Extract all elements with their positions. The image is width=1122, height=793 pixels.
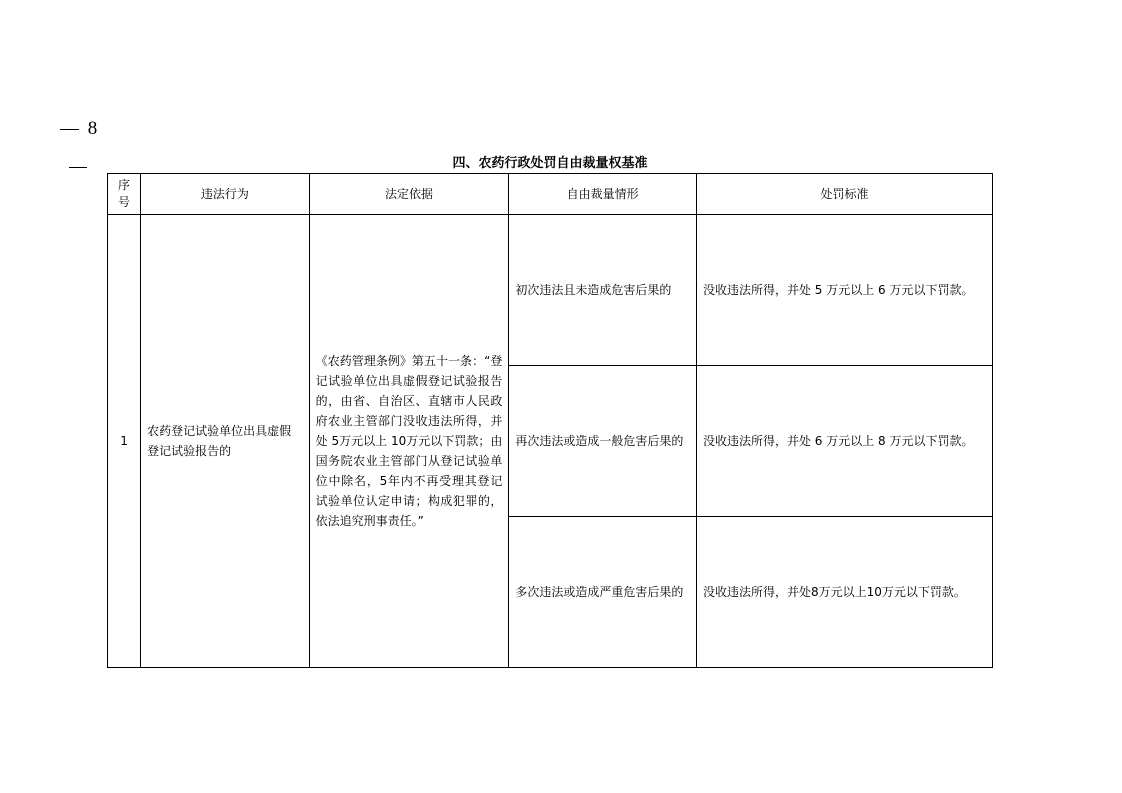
row-standard-first: 没收违法所得，并处 5 万元以上 6 万元以下罚款。 [696, 215, 992, 366]
row-situation-third: 多次违法或造成严重危害后果的 [509, 517, 697, 668]
penalty-standard-table [107, 173, 993, 668]
header-penalty-standard: 处罚标准 [696, 174, 992, 215]
row-standard-third: 没收违法所得，并处8万元以上10万元以下罚款。 [696, 517, 992, 668]
page-number: — 8 [60, 118, 100, 139]
row-legal-basis: 《农药管理条例》第五十一条：“登记试验单位出具虚假登记试验报告的，由省、自治区、直辖市人民政府农业主管部门没收违法所得，并处 5万元以上 10万元以下罚款；由国务院农业主管部门从登记试验单位中除名，5年内不再受理其登记试验单位认定申请；构成犯罪的，依法追究刑事责任。” [309, 215, 509, 668]
page-number-underline [69, 167, 87, 168]
table-row [108, 215, 993, 366]
header-serial-number [108, 174, 141, 215]
row-serial-number: 1 [108, 215, 141, 668]
header-legal-basis: 法定依据 [309, 174, 509, 215]
row-violation: 农药登记试验单位出具虚假登记试验报告的 [141, 215, 310, 668]
header-discretion-situation: 自由裁量情形 [509, 174, 697, 215]
row-situation-second: 再次违法或造成一般危害后果的 [509, 366, 697, 517]
header-serial-number-line1: 序 [118, 177, 131, 192]
table-title: 四、农药行政处罚自由裁量权基准 [452, 156, 648, 171]
row-standard-second: 没收违法所得，并处 6 万元以上 8 万元以下罚款。 [696, 366, 992, 517]
header-violation: 违法行为 [141, 174, 310, 215]
table-header-row [108, 174, 993, 215]
header-serial-number-line2: 号 [118, 194, 131, 209]
row-situation-first: 初次违法且未造成危害后果的 [509, 215, 697, 366]
